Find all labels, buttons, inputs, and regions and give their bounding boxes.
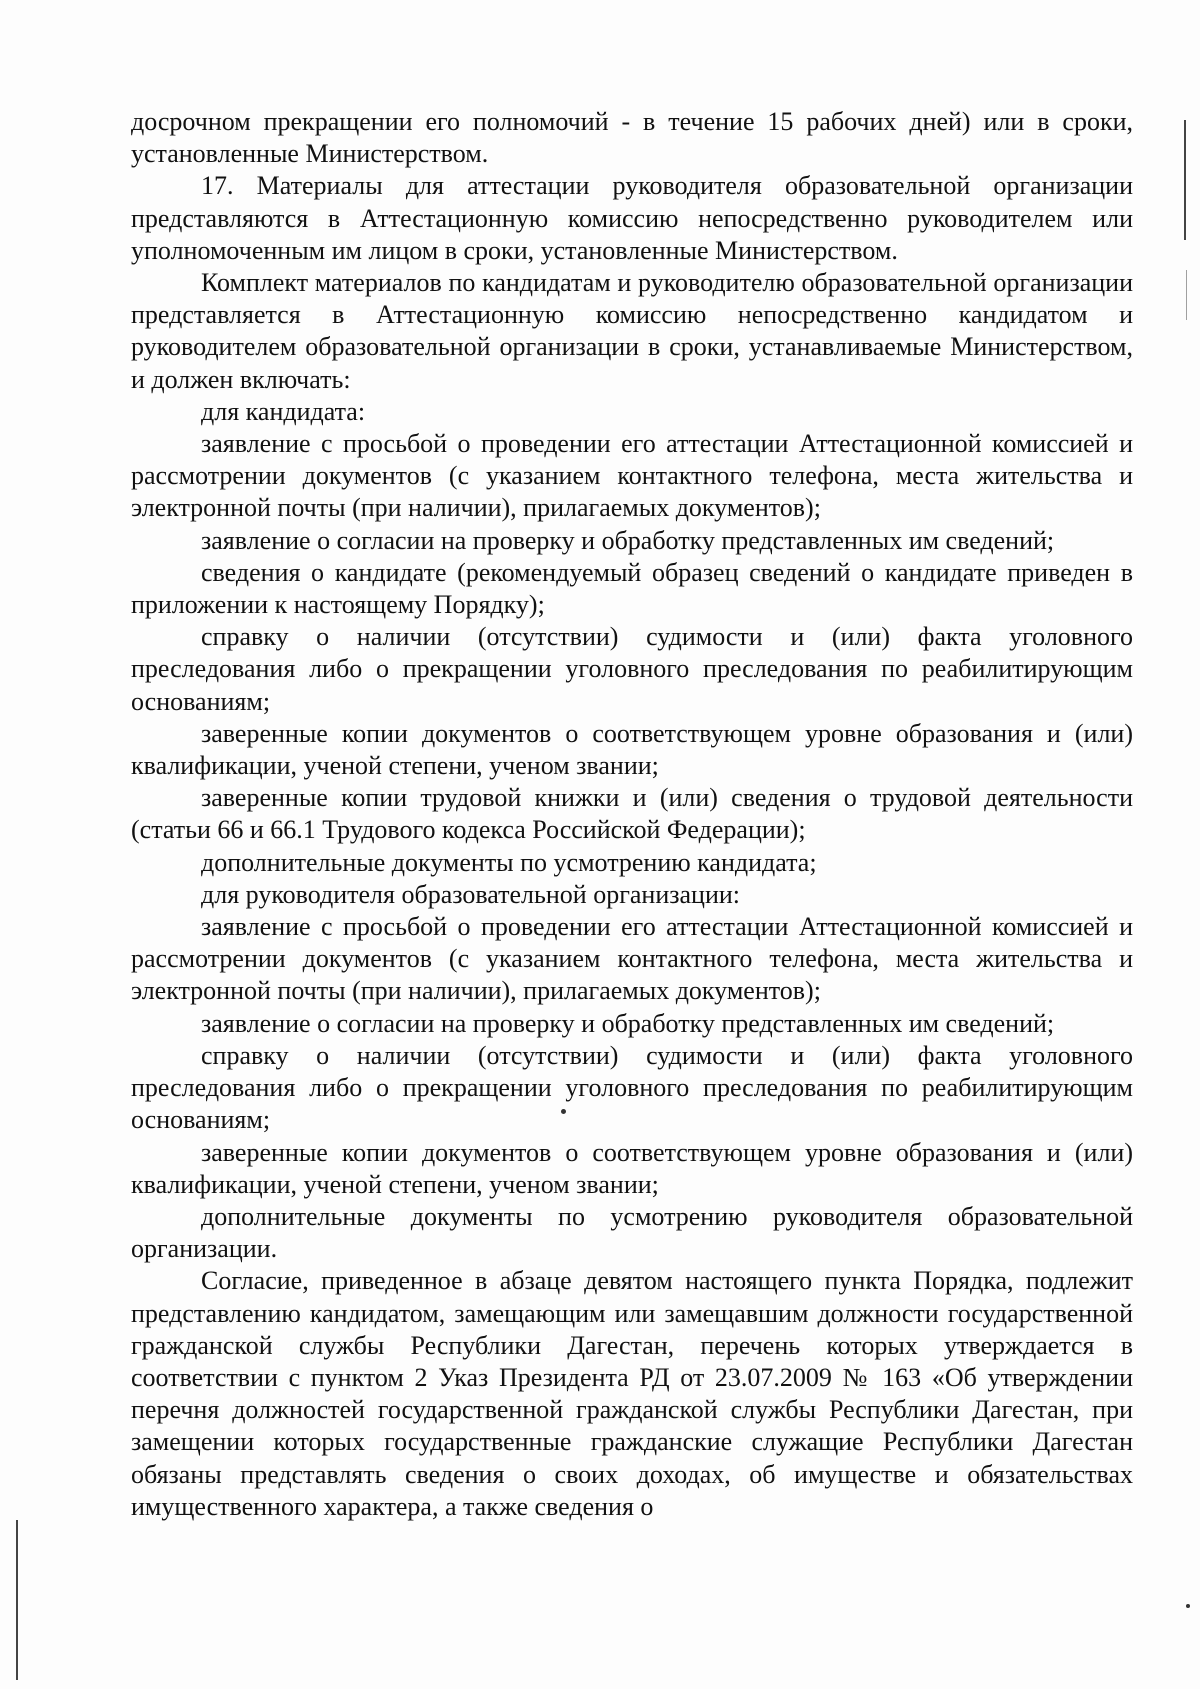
scan-edge-line <box>16 1520 18 1680</box>
paragraph: заверенные копии документов о соответствующем уровне образования и (или) квалификации, ученой степени, ученом звании; <box>131 1137 1133 1199</box>
paragraph: заявление о согласии на проверку и обработку представленных им сведений; <box>201 1008 1055 1038</box>
paragraph: Комплект материалов по кандидатам и руководителю образовательной организации представляется в Аттестационную комиссию непосредственно кандидатом и руководителем образовательной организации в сроки, устанавливаемые Министерством, и должен включать: <box>131 268 1133 394</box>
paragraph: заявление с просьбой о проведении его аттестации Аттестационной комиссией и рассмотрении документов (с указанием контактного телефона, места жительства и электронной почты (при наличии), прилагаемых документов); <box>131 912 1133 1006</box>
paragraph: заявление с просьбой о проведении его аттестации Аттестационной комиссией и рассмотрении документов (с указанием контактного телефона, места жительства и электронной почты (при наличии), прилагаемых документов); <box>131 429 1133 523</box>
scan-edge-line <box>1186 270 1187 320</box>
paragraph: сведения о кандидате (рекомендуемый образец сведений о кандидате приведен в приложении к настоящему Порядку); <box>131 557 1133 620</box>
paragraph: дополнительные документы по усмотрению кандидата; <box>201 847 817 877</box>
paragraph: Согласие, приведенное в абзаце девятом настоящего пункта Порядка, подлежит представлению кандидатом, замещающим или замещавшим должности государственной гражданской службы Республики Дагестан, перечень которых утверждается в соответствии с пунктом 2 Указ Президента РД от 23.07.2009 № 163 «Об утверждении перечня должностей государственной гражданской службы Республики Дагестан, при замещении которых государственные гражданские служащие Республики Дагестан обязаны представлять сведения о своих доходах, об имуществе и обязательствах имущественного характера, а также сведения о <box>131 1266 1133 1521</box>
scan-edge-line <box>1184 120 1186 240</box>
document-body <box>131 106 1133 1523</box>
paragraph: справку о наличии (отсутствии) судимости и (или) факта уголовного преследования либо о прекращении уголовного преследования по реабилитирующим основаниям; <box>131 1040 1133 1135</box>
paragraph: досрочном прекращении его полномочий - в течение 15 рабочих дней) или в сроки, установленные Министерством. <box>131 107 1133 169</box>
paragraph: заверенные копии документов о соответствующем уровне образования и (или) квалификации, ученой степени, ученом звании; <box>131 718 1133 781</box>
paragraph: дополнительные документы по усмотрению руководителя образовательной организации. <box>131 1201 1133 1264</box>
paragraph: заявление о согласии на проверку и обработку представленных им сведений; <box>201 525 1055 555</box>
scan-mark <box>561 1109 566 1114</box>
paragraph: для кандидата: <box>201 396 366 426</box>
scan-mark <box>1186 1604 1190 1608</box>
paragraph: для руководителя образовательной организации: <box>201 879 741 909</box>
paragraph: 17. Материалы для аттестации руководителя образовательной организации представляются в Аттестационную комиссию непосредственно руководителем или уполномоченным им лицом в сроки, установленные Министерством. <box>131 171 1133 265</box>
paragraph: заверенные копии трудовой книжки и (или) сведения о трудовой деятельности (статьи 66 и 66.1 Трудового кодекса Российской Федерации); <box>131 783 1133 845</box>
paragraph: справку о наличии (отсутствии) судимости и (или) факта уголовного преследования либо о прекращении уголовного преследования по реабилитирующим основаниям; <box>131 622 1133 716</box>
